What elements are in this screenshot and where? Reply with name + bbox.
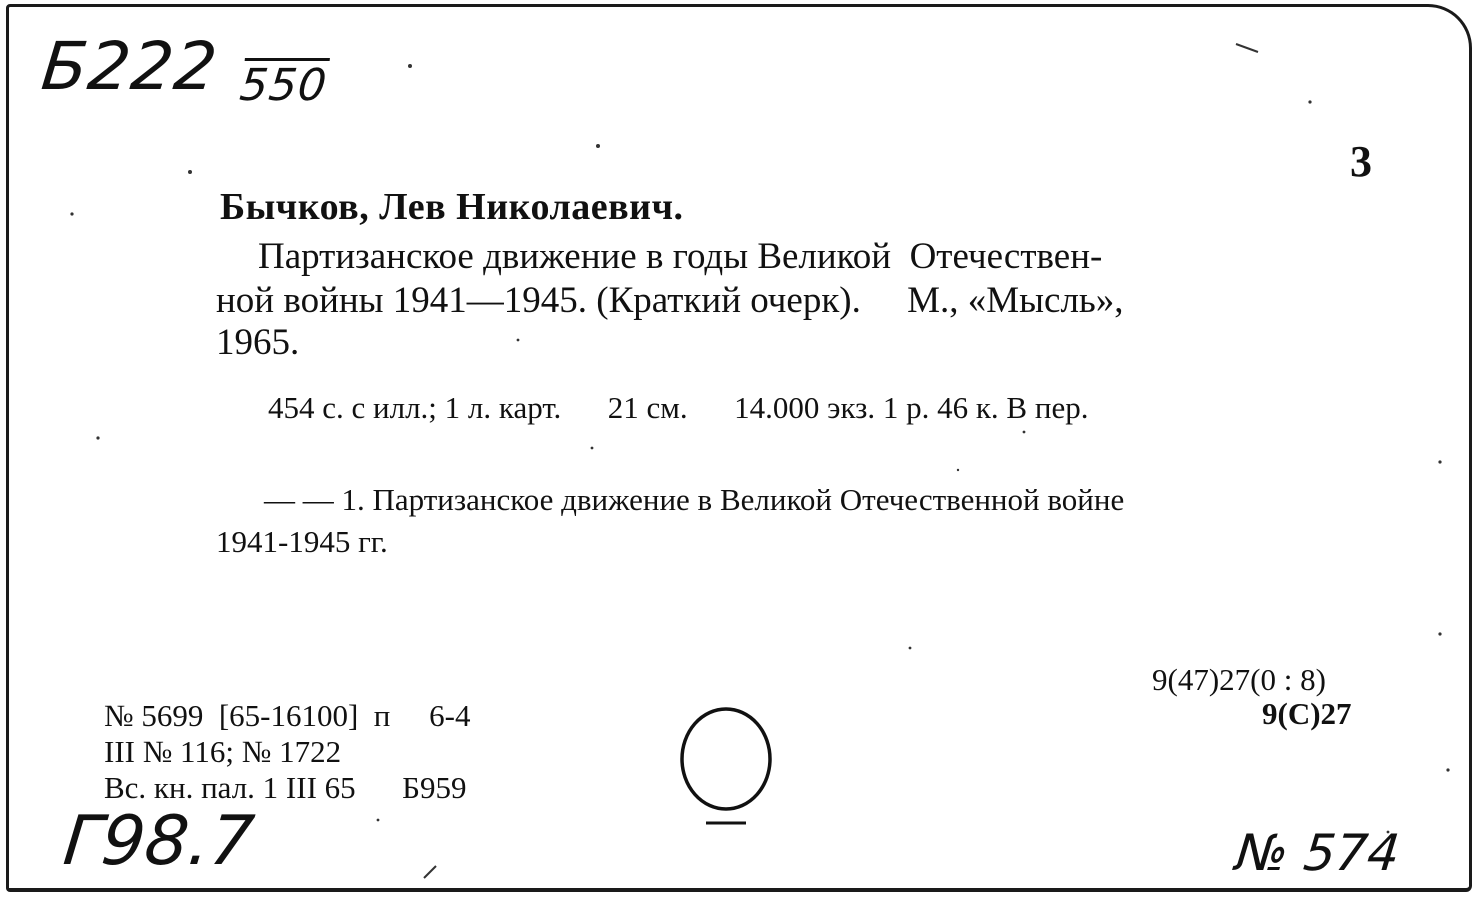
author-heading: Бычков, Лев Николаевич.	[220, 186, 684, 228]
handwritten-shelf-mark: Б222	[38, 28, 222, 105]
card-number: 3	[1350, 137, 1372, 186]
title-line-3: 1965.	[216, 322, 300, 363]
subject-heading-line-2: 1941-1945 гг.	[216, 524, 388, 559]
punch-hole-circle	[676, 705, 776, 833]
handwritten-inventory-number: № 574	[1232, 824, 1403, 882]
registration-line-3: Вс. кн. пал. 1 III 65 Б959	[104, 770, 467, 805]
physical-description: 454 с. с илл.; 1 л. карт. 21 см. 14.000 экз. 1 р. 46 к. В пер.	[268, 390, 1089, 425]
registration-line-1: № 5699 [65-16100] п 6-4	[104, 698, 471, 733]
title-line-2: ной войны 1941—1945. (Краткий очерк). М., «Мысль»,	[216, 280, 1124, 321]
subject-heading-line-1: — — 1. Партизанское движение в Великой Отечественной войне	[264, 482, 1125, 517]
title-line-1: Партизанское движение в годы Великой Отечествен-	[258, 236, 1103, 277]
classification-index-1: 9(47)27(0 : 8)	[1152, 662, 1326, 697]
classification-index-2: 9(С)27	[1262, 696, 1352, 731]
handwritten-call-number: Г98.7	[59, 802, 258, 881]
registration-line-2: III № 116; № 1722	[104, 734, 342, 769]
handwritten-shelf-fraction: 550	[237, 60, 330, 111]
